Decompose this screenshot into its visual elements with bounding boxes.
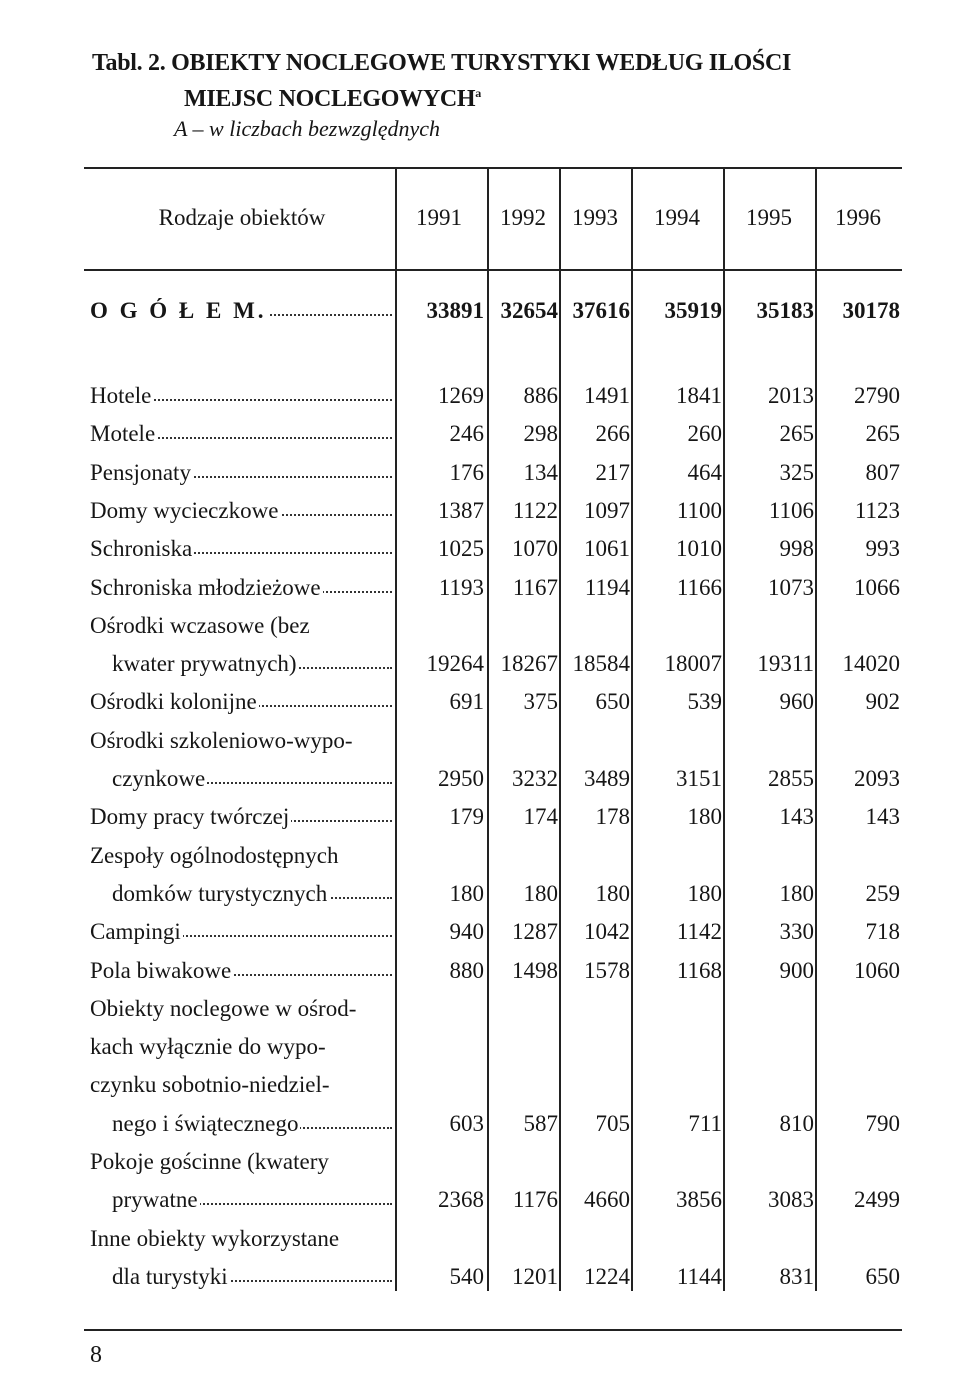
total-row: [84, 298, 902, 336]
table-row: [84, 1264, 902, 1302]
cell-value: 1060: [854, 957, 900, 983]
row-label: Ośrodki kolonijne: [90, 689, 392, 715]
cell-value: 266: [595, 421, 630, 447]
cell-value: 1073: [768, 574, 814, 600]
cell-value: 2950: [438, 766, 484, 791]
cell-value: 3151: [676, 766, 722, 791]
cell-value: 1194: [584, 574, 630, 600]
cell-value: 143: [779, 804, 814, 830]
cell-value: 1224: [584, 1263, 630, 1289]
header-object-kind: Rodzaje obiektów: [158, 205, 326, 230]
cell-value: 265: [865, 421, 900, 447]
table-row: [84, 919, 902, 957]
cell-value: 1201: [512, 1263, 558, 1289]
cell-value: 18584: [572, 651, 630, 677]
cell-value: 711: [688, 1110, 722, 1136]
page-number: 8: [90, 1342, 102, 1368]
cell-value: 587: [523, 1110, 558, 1136]
cell-value: 807: [865, 459, 900, 485]
cell-value: 998: [779, 536, 814, 562]
cell-value: 217: [595, 459, 630, 485]
cell-value: 33891: [426, 298, 484, 323]
cell-value: 1123: [854, 497, 900, 523]
cell-value: 30178: [842, 298, 900, 323]
table-row: [84, 1187, 902, 1225]
row-label-continued: Ośrodki wczasowe (bez: [90, 612, 310, 638]
cell-value: 2368: [438, 1187, 484, 1213]
table-row: [84, 460, 902, 498]
cell-value: 2790: [854, 383, 900, 408]
cell-value: 1168: [676, 957, 722, 983]
top-rule: [84, 167, 902, 169]
cell-value: 259: [865, 880, 900, 906]
cell-value: 1144: [676, 1263, 722, 1289]
cell-value: 1287: [512, 919, 558, 945]
cell-value: 1269: [438, 383, 484, 408]
cell-value: 265: [779, 421, 814, 447]
row-label: Domy pracy twórczej: [90, 804, 392, 830]
cell-value: 464: [687, 459, 722, 485]
cell-value: 1061: [584, 536, 630, 562]
cell-value: 1122: [512, 497, 558, 523]
cell-value: 2499: [854, 1187, 900, 1213]
cell-value: 180: [449, 880, 484, 906]
cell-value: 35183: [756, 298, 814, 323]
cell-value: 539: [687, 689, 722, 715]
cell-value: 831: [779, 1263, 814, 1289]
cell-value: 179: [449, 804, 484, 830]
cell-value: 1498: [512, 957, 558, 983]
cell-value: 180: [779, 880, 814, 906]
cell-value: 886: [523, 383, 558, 408]
row-label: Campingi: [90, 919, 392, 945]
cell-value: 1097: [584, 497, 630, 523]
table-title-block: [92, 48, 912, 144]
accommodation-table: [84, 165, 902, 1331]
row-label: nego i świątecznego: [112, 1111, 392, 1137]
cell-value: 2855: [768, 766, 814, 791]
table-row: [84, 383, 902, 421]
table-row: [84, 689, 902, 727]
cell-value: 1841: [676, 383, 722, 408]
cell-value: 3856: [676, 1187, 722, 1213]
cell-value: 1010: [676, 536, 722, 562]
cell-value: 325: [779, 459, 814, 485]
cell-value: 1491: [584, 383, 630, 408]
cell-value: 810: [779, 1110, 814, 1136]
cell-value: 180: [687, 880, 722, 906]
cell-value: 174: [523, 804, 558, 830]
cell-value: 880: [449, 957, 484, 983]
cell-value: 650: [595, 689, 630, 715]
row-label-continued: Pokoje gościnne (kwatery: [90, 1149, 329, 1174]
cell-value: 176: [449, 459, 484, 485]
row-label: Motele: [90, 421, 392, 447]
row-label: Schroniska młodzieżowe: [90, 575, 392, 601]
header-year: 1993: [572, 205, 618, 230]
row-label: Schroniska: [90, 536, 392, 562]
cell-value: 1176: [512, 1187, 558, 1213]
cell-value: 2093: [854, 766, 900, 791]
cell-value: 3083: [768, 1187, 814, 1213]
row-label-continued: czynku sobotnio-niedziel-: [90, 1072, 330, 1098]
header-rule: [84, 269, 902, 271]
row-label-continued: Ośrodki szkoleniowo-wypo-: [90, 727, 353, 753]
row-label: czynkowe: [112, 766, 392, 792]
cell-value: 375: [523, 689, 558, 715]
cell-value: 790: [865, 1110, 900, 1136]
header-year: 1992: [500, 205, 546, 230]
cell-value: 1387: [438, 497, 484, 523]
cell-value: 960: [779, 689, 814, 715]
row-label: Hotele: [90, 383, 392, 409]
cell-value: 540: [449, 1263, 484, 1289]
header-year: 1996: [835, 205, 881, 230]
cell-value: 3232: [512, 766, 558, 791]
cell-value: 1167: [512, 574, 558, 600]
cell-value: 19311: [757, 651, 814, 677]
cell-value: 298: [523, 421, 558, 447]
row-label: O G Ó Ł E M.: [90, 298, 392, 324]
table-subtitle: A – w liczbach bezwzględnych: [174, 116, 440, 141]
row-label-continued: Zespoły ogólnodostępnych: [90, 842, 339, 868]
row-label-continued: Obiekty noclegowe w ośrod-: [90, 995, 357, 1021]
table-row: [84, 881, 902, 919]
cell-value: 1166: [676, 574, 722, 600]
table-row: [84, 651, 902, 689]
cell-value: 1100: [676, 497, 722, 523]
row-label: Pola biwakowe: [90, 958, 392, 984]
cell-value: 18267: [500, 651, 558, 677]
header-year: 1995: [746, 205, 792, 230]
cell-value: 180: [595, 880, 630, 906]
cell-value: 180: [523, 880, 558, 906]
row-label: Pensjonaty: [90, 460, 392, 486]
cell-value: 940: [449, 919, 484, 945]
table-title: Tabl. 2. OBIEKTY NOCLEGOWE TURYSTYKI WEDŁUG ILOŚCI: [92, 50, 792, 76]
row-label: prywatne: [112, 1187, 392, 1213]
table-row: [84, 498, 902, 536]
cell-value: 902: [865, 689, 900, 715]
table-row: [84, 804, 902, 842]
cell-value: 35919: [664, 298, 722, 323]
cell-value: 3489: [584, 766, 630, 791]
cell-value: 32654: [500, 298, 558, 323]
cell-value: 18007: [664, 651, 722, 677]
table-row: [84, 1111, 902, 1149]
cell-value: 691: [449, 689, 484, 715]
row-label: kwater prywatnych): [112, 651, 392, 677]
cell-value: 1042: [584, 919, 630, 945]
row-label: dla turystyki: [112, 1264, 392, 1290]
cell-value: 330: [779, 919, 814, 945]
cell-value: 178: [595, 804, 630, 830]
cell-value: 246: [449, 421, 484, 447]
cell-value: 19264: [426, 651, 484, 677]
bottom-rule: [84, 1329, 902, 1331]
cell-value: 603: [449, 1110, 484, 1136]
header-year: 1994: [654, 205, 700, 230]
cell-value: 260: [687, 421, 722, 447]
cell-value: 1578: [584, 957, 630, 983]
table-row: [84, 421, 902, 459]
cell-value: 4660: [584, 1187, 630, 1213]
cell-value: 1142: [676, 919, 722, 945]
table-title-line2: MIEJSC NOCLEGOWYCH$^a$: [184, 86, 481, 112]
cell-value: 705: [595, 1110, 630, 1136]
cell-value: 650: [865, 1263, 900, 1289]
table-row: [84, 766, 902, 804]
table-row: [84, 958, 902, 996]
cell-value: 14020: [842, 651, 900, 677]
row-label: Domy wycieczkowe: [90, 498, 392, 524]
cell-value: 2013: [768, 383, 814, 408]
table-row: [84, 575, 902, 613]
header-year: 1991: [416, 205, 462, 230]
cell-value: 1070: [512, 536, 558, 562]
cell-value: 143: [865, 804, 900, 830]
cell-value: 1025: [438, 536, 484, 562]
cell-value: 718: [865, 919, 900, 945]
cell-value: 1066: [854, 574, 900, 600]
cell-value: 180: [687, 804, 722, 830]
cell-value: 134: [523, 459, 558, 485]
cell-value: 1193: [438, 574, 484, 600]
cell-value: 1106: [768, 497, 814, 523]
cell-value: 900: [779, 957, 814, 983]
footnote-marker: a: [475, 86, 481, 100]
row-label-continued: Inne obiekty wykorzystane: [90, 1225, 340, 1251]
row-label-continued: kach wyłącznie do wypo-: [90, 1034, 326, 1060]
cell-value: 37616: [572, 298, 630, 323]
row-label: domków turystycznych: [112, 881, 392, 907]
table-row: [84, 536, 902, 574]
cell-value: 993: [865, 536, 900, 562]
